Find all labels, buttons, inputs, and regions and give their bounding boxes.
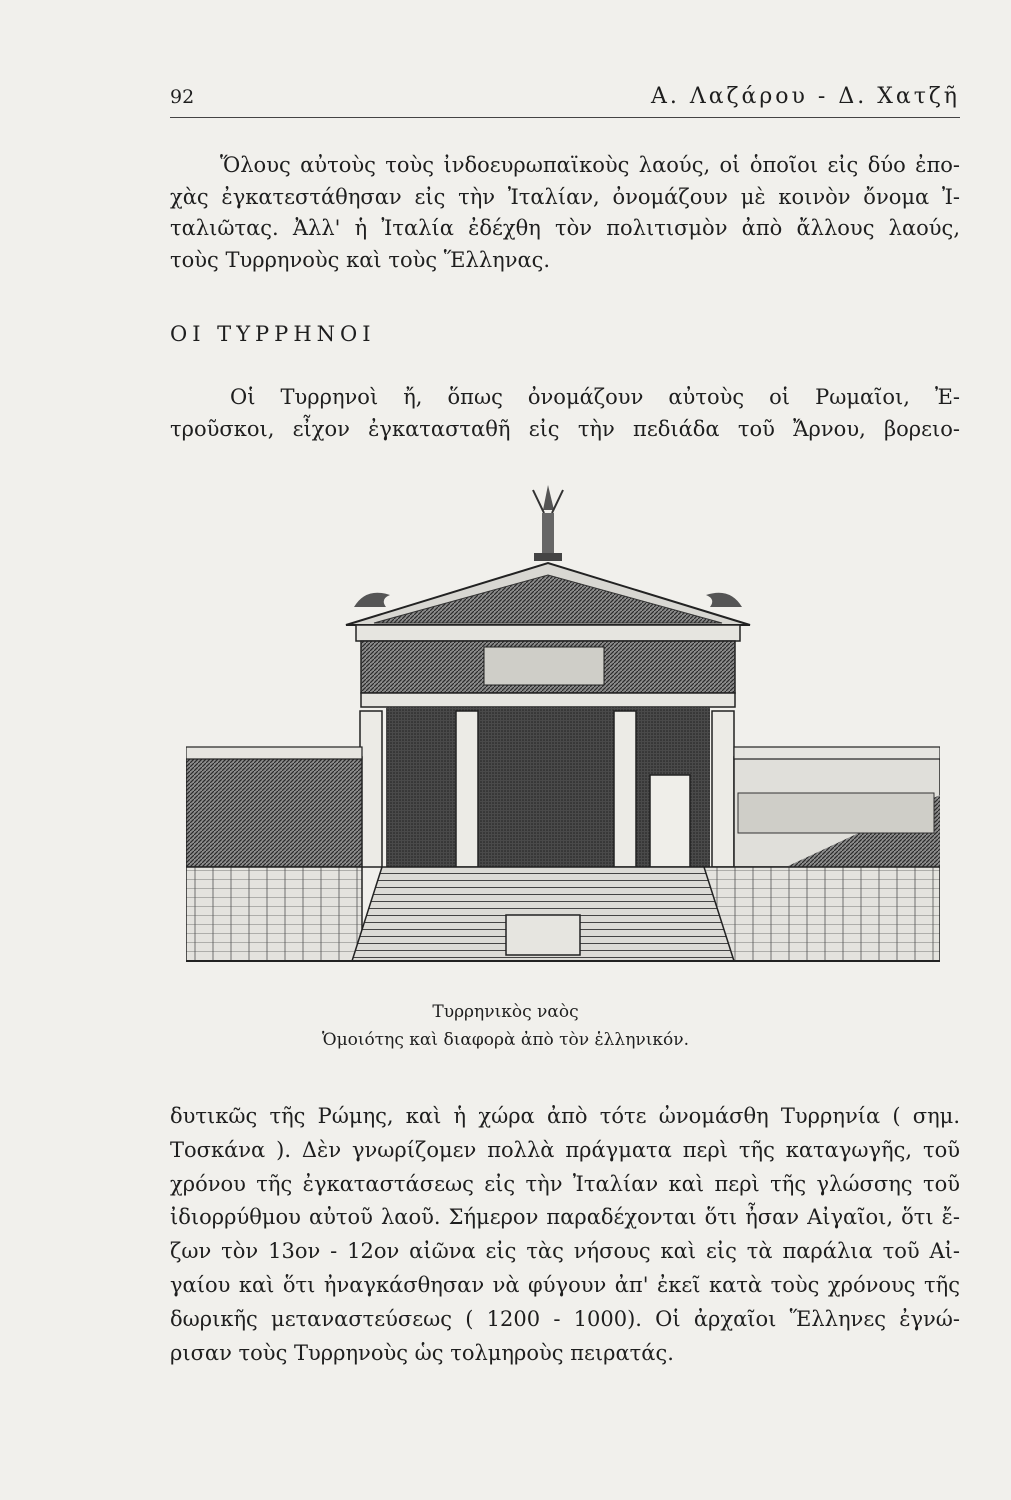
page-header bbox=[170, 82, 960, 118]
section-title: ΟΙ ΤΥΡΡΗΝΟΙ bbox=[170, 322, 376, 346]
continuation-paragraph bbox=[170, 1100, 960, 1370]
text-line: χρόνου τῆς ἐγκαταστάσεως εἰς τὴν Ἰταλίαν καὶ περὶ τῆς γλώσσης τοῦ bbox=[170, 1171, 960, 1196]
page-number: 92 bbox=[170, 86, 195, 108]
text-line: Τοσκάνα ). Δὲν γνωρίζομεν πολλὰ πράγματα περὶ τῆς καταγωγῆς, τοῦ bbox=[170, 1137, 960, 1162]
figure-caption-title: Τυρρηνικὸς ναὸς bbox=[432, 1002, 579, 1022]
text-line: Οἱ Τυρρηνοὶ ἤ, ὅπως ὀνομάζουν αὐτοὺς οἱ Ρωμαῖοι, Ἐ- bbox=[230, 385, 960, 409]
running-head: Α. Λαζάρου - Δ. Χατζῆ bbox=[650, 84, 960, 109]
acroterion-statue bbox=[533, 485, 563, 561]
text-line: τοὺς Τυρρηνοὺς καὶ τοὺς Ἕλληνας. bbox=[170, 247, 551, 272]
figure-caption-subtitle: Ὁμοιότης καὶ διαφορὰ ἀπὸ τὸν ἑλληνικόν. bbox=[321, 1030, 689, 1050]
section-paragraph bbox=[170, 382, 960, 445]
text-line: ταλιῶτας. Ἀλλ' ἡ Ἰταλία ἐδέχθη τὸν πολιτισμὸν ἀπὸ ἄλλους λαούς, bbox=[170, 216, 960, 240]
header-rule bbox=[170, 117, 960, 118]
text-line: γαίου καὶ ὅτι ἠναγκάσθησαν νὰ φύγουν ἀπ' ἐκεῖ κατὰ τοὺς χρόνους τῆς bbox=[170, 1272, 960, 1297]
text-line: ρισαν τοὺς Τυρρηνοὺς ὡς τολμηροὺς πειρατάς. bbox=[170, 1340, 674, 1365]
text-line: ἰδιορρύθμου αὐτοῦ λαοῦ. Σήμερον παραδέχονται ὅτι ἦσαν Αἰγαῖοι, ὅτι ἔ- bbox=[170, 1205, 960, 1230]
text-line: δωρικῆς μεταναστεύσεως ( 1200 - 1000). Οἱ ἀρχαῖοι Ἕλληνες ἐγνώ- bbox=[170, 1306, 960, 1331]
temple-illustration bbox=[186, 475, 940, 975]
text-line: Ὅλους αὐτοὺς τοὺς ἰνδοευρωπαϊκοὺς λαούς, οἱ ὁποῖοι εἰς δύο ἐπο- bbox=[220, 153, 960, 177]
text-line: ζων τὸν 13ον - 12ον αἰῶνα εἰς τὰς νήσους καὶ εἰς τὰ παράλια τοῦ Αἰ- bbox=[170, 1239, 960, 1264]
text-line: χὰς ἐγκατεστάθησαν εἰς τὴν Ἰταλίαν, ὀνομάζουν μὲ κοινὸν ὄνομα Ἰ- bbox=[170, 184, 960, 209]
text-line: τροῦσκοι, εἶχον ἐγκατασταθῆ εἰς τὴν πεδιάδα τοῦ Ἄρνου, βορειο- bbox=[170, 416, 960, 441]
text-line: δυτικῶς τῆς Ρώμης, καὶ ἡ χώρα ἀπὸ τότε ὠνομάσθη Τυρρηνία ( σημ. bbox=[170, 1104, 960, 1128]
intro-paragraph bbox=[170, 150, 960, 276]
